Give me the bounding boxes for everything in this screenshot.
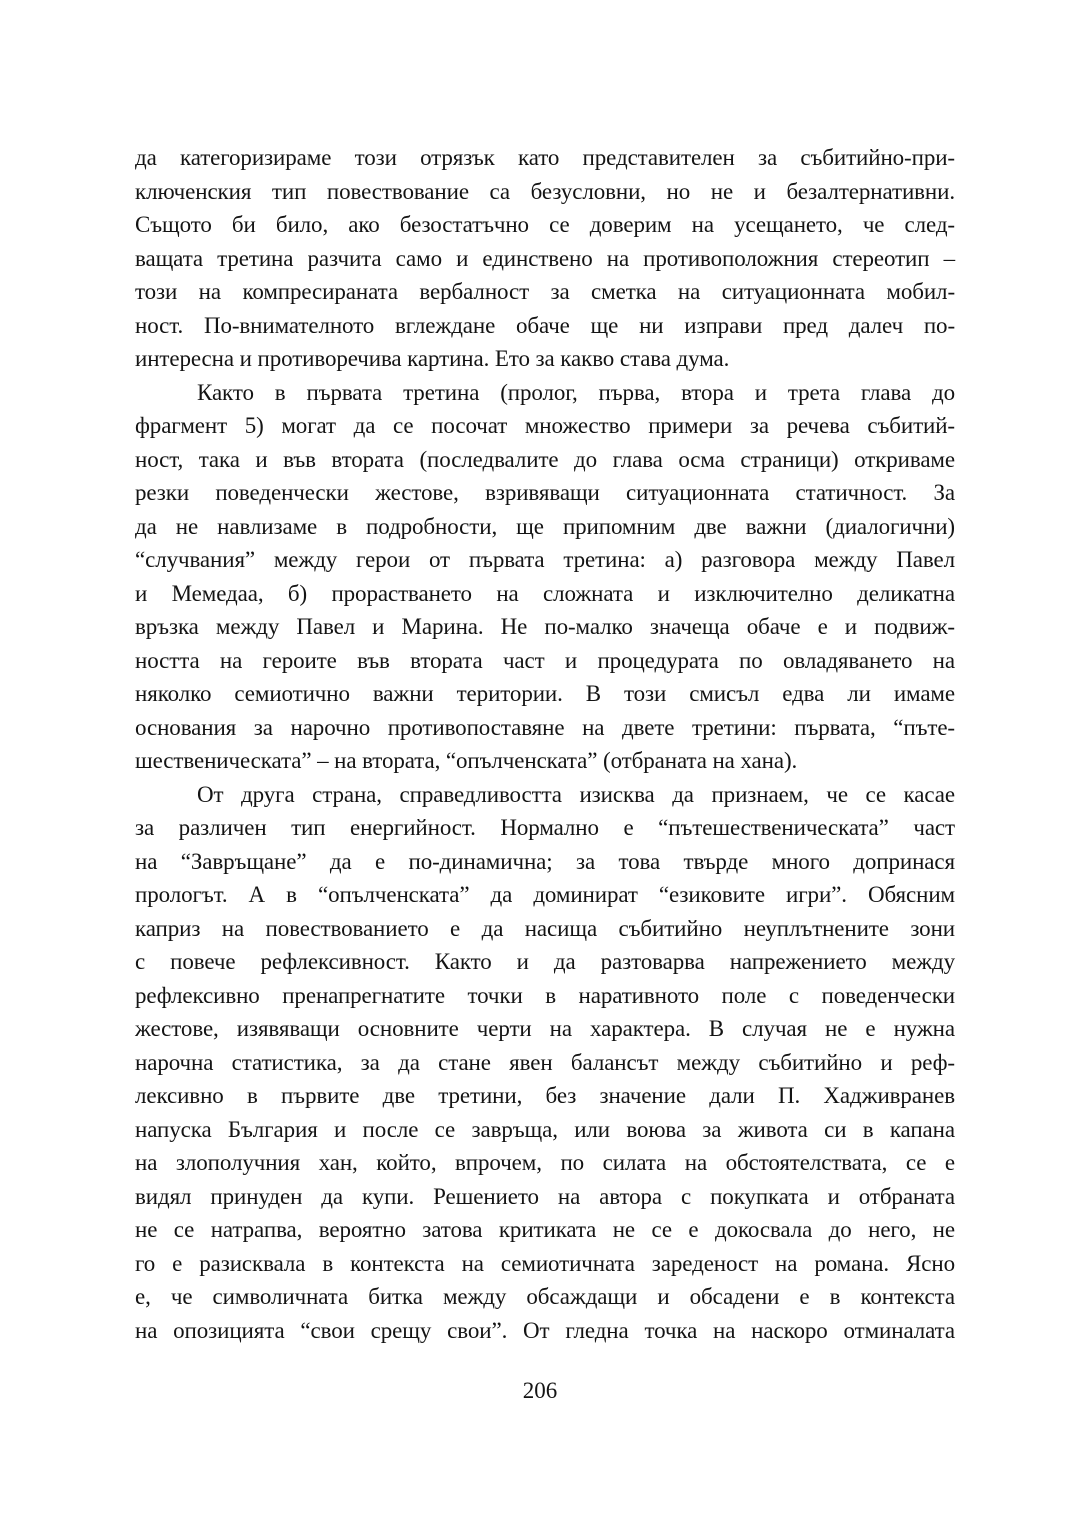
text-line: “случвания” между герои от първата третина: а) разговора между Павел: [135, 547, 955, 572]
text-line: ключенския тип повествование са безусловни, но не и безалтернативни.: [135, 178, 955, 204]
text-line: не се натрапва, вероятно затова критиката не се е докосвала до него, не: [135, 1217, 955, 1242]
paragraph: [135, 376, 955, 778]
text-line: резки поведенчески жестове, взривяващи ситуационната статичност. За: [135, 480, 955, 505]
text-line: на злополучния хан, който, впрочем, по силата на обстоятелствата, се е: [135, 1150, 955, 1175]
text-line: ващата третина разчита само и единствено на противоположния стереотип –: [135, 245, 955, 271]
text-line: От друга страна, справедливостта изисква да признаем, че се касае: [197, 781, 955, 807]
text-line: фрагмент 5) могат да се посочат множество примери за речева събитий-: [135, 413, 955, 438]
text-line: да не навлизаме в подробности, ще припомним две важни (диалогични): [135, 513, 955, 539]
page-number: 206: [522, 1378, 558, 1403]
text-line: жестове, изявяващи основните черти на характера. В случая не е нужна: [135, 1016, 955, 1041]
text-line: прологът. А в “опълченската” да доминират “езиковите игри”. Обясним: [135, 882, 955, 907]
text-line: основания за нарочно противопоставяне на двете третини: първата, “пъте-: [135, 714, 955, 740]
text-line: да категоризираме този отрязък като представителен за събитийно-при-: [135, 145, 955, 170]
text-line: го е разисквала в контекста на семиотичната зареденост на романа. Ясно: [135, 1250, 955, 1276]
text-line: Същото би било, ако безостатъчно се доверим на усещането, че след-: [135, 212, 955, 237]
text-line: е, че символичната битка между обсаждащи и обсадени е в контекста: [135, 1284, 955, 1309]
text-line: каприз на повествованието е да насища събитийно неуплътнените зони: [135, 915, 955, 941]
text-line: лексивно в първите две третини, без значение дали П. Хадживранев: [135, 1083, 955, 1108]
text-line: за различен тип енергийност. Нормално е “пътешественическата” част: [135, 815, 955, 840]
text-line: този на компресираната вербалност за сметка на ситуационната мобил-: [135, 279, 955, 304]
text-line: връзка между Павел и Марина. Не по-малко значеща обаче е и подвиж-: [135, 614, 955, 639]
text-line: няколко семиотично важни територии. В този смисъл едва ли имаме: [135, 681, 955, 706]
paragraph: [135, 141, 955, 376]
text-line: ност. По-внимателното вглеждане обаче ще ни изправи пред далеч по-: [135, 312, 955, 338]
text-line: видял принуден да купи. Решението на автора с покупката и отбраната: [135, 1183, 955, 1209]
text-line: с повече рефлексивност. Както и да разтоварва напрежението между: [135, 949, 955, 974]
text-line: на опозицията “свои срещу свои”. От гледна точка на наскоро отминалата: [135, 1317, 955, 1343]
text-line: и Мемедаа, б) прорастването на сложната и изключително деликатна: [135, 580, 955, 606]
text-line: ност, така и във втората (последвалите до глава осма страници) откриваме: [135, 446, 955, 472]
text-line: рефлексивно пренапрегнатите точки в наративното поле с поведенчески: [135, 982, 955, 1008]
text-block: [135, 141, 955, 1347]
text-line: на “Завръщане” да е по-динамична; за това твърде много допринася: [135, 848, 955, 874]
text-line: шественическата” – на втората, “опълченската” (отбраната на хана).: [135, 748, 798, 773]
text-line: интересна и противоречива картина. Ето за какво става дума.: [135, 346, 730, 371]
text-line: ността на героите във втората част и процедурата по овладяването на: [135, 647, 955, 673]
text-line: Както в първата третина (пролог, първа, втора и трета глава до: [197, 379, 955, 405]
text-line: напуска България и после се завръща, или воюва за живота си в капана: [135, 1116, 955, 1142]
text-line: нарочна статистика, за да стане явен балансът между събитийно и реф-: [135, 1049, 955, 1075]
paragraph: [135, 778, 955, 1348]
